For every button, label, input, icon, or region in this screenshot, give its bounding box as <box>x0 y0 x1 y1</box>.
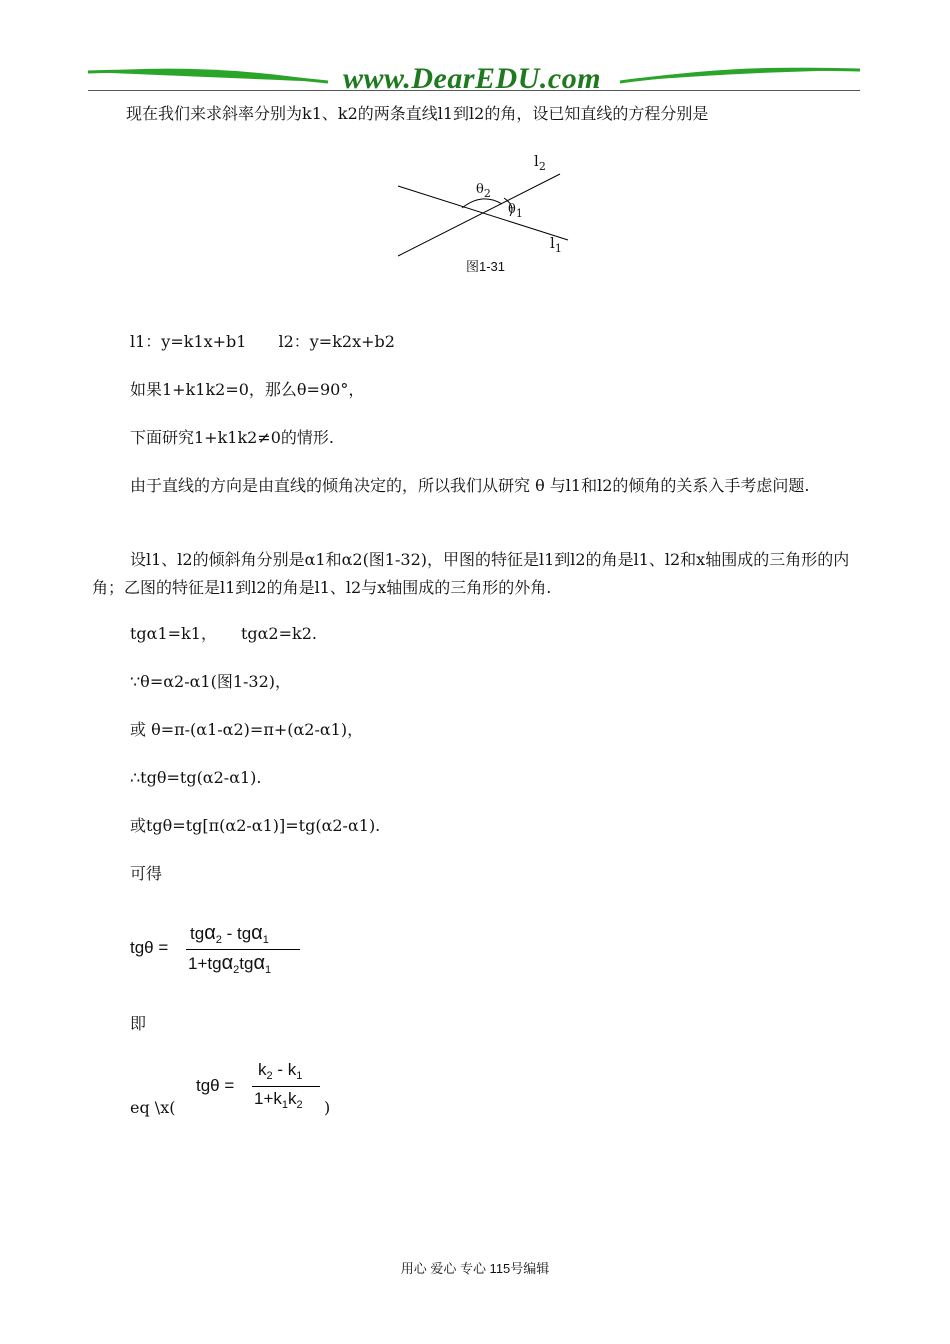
paragraph-tg-theta: ∴tgθ=tg(α2-α1). <box>130 768 262 787</box>
paragraph-general-case: 下面研究1+k1k2≠0的情形. <box>130 428 335 447</box>
figure-caption: 图1-31 <box>466 259 506 274</box>
page-header <box>88 58 860 98</box>
label-theta1: $\theta_1$ <box>508 202 523 220</box>
formula-tan-alpha <box>130 920 320 984</box>
label-theta2: $\theta_2$ <box>476 182 491 200</box>
label-l2: $l_2$ <box>534 152 546 173</box>
paragraph-inclination: 由于直线的方向是由直线的倾角决定的，所以我们从研究 θ 与l1和l2的倾角的关系入手考虑问题. <box>130 476 810 495</box>
paragraph-thus: 可得 <box>130 864 163 883</box>
formula2-denominator: $1+k_1k_2$ <box>254 1089 303 1111</box>
paragraph-tangent-slopes: tgα1=k1， tgα2=k2. <box>130 624 317 643</box>
formula1-denominator: 1+tgα$_2$tgα$_1$ <box>188 952 272 976</box>
paragraph-line-equations: l1：y=k1x+b1 l2：y=k2x+b2 <box>130 332 395 351</box>
paragraph-theta-difference: ∵θ=α2-α1(图1-32)， <box>130 672 292 691</box>
field-code-prefix: eq \x( <box>130 1098 176 1117</box>
formula2-numerator: $k_2 - k_1$ <box>258 1060 303 1082</box>
paragraph-perpendicular-case: 如果1+k1k2=0，那么θ=90°， <box>130 380 365 399</box>
formula1-fraction-bar <box>186 949 300 950</box>
site-logo: www.DearEDU.com <box>342 62 602 95</box>
page-footer: 用心 爱心 专心 115号编辑 <box>400 1261 550 1276</box>
formula1-numerator: tgα$_2$ - tgα$_1$ <box>190 922 269 946</box>
paragraph-triangle-angles: 设l1、l2的倾斜角分别是α1和α2(图1-32)，甲图的特征是l1到l2的角是l1、l2和x轴围成的三角形的内角；乙图的特征是l1到l2的角是l1、l2与x轴围成的三角形的外角. <box>92 550 850 597</box>
paragraph-intro: 现在我们来求斜率分别为k1、k2的两条直线l1到l2的角，设已知直线的方程分别是 <box>126 104 709 123</box>
header-rule <box>88 90 860 91</box>
label-l1: $l_1$ <box>550 234 562 255</box>
paragraph-tg-theta-alt: 或tgθ=tg[π(α2-α1)]=tg(α2-α1). <box>130 816 381 835</box>
formula2-fraction-bar <box>252 1086 320 1087</box>
paragraph-namely: 即 <box>130 1014 147 1033</box>
formula2-lhs: tgθ = <box>196 1076 235 1095</box>
field-code-suffix: ) <box>324 1098 331 1117</box>
formula-slopes <box>196 1058 326 1122</box>
formula1-lhs: tgθ = <box>130 938 169 957</box>
paragraph-theta-alternative: 或 θ=π-(α1-α2)=π+(α2-α1)， <box>130 720 364 739</box>
